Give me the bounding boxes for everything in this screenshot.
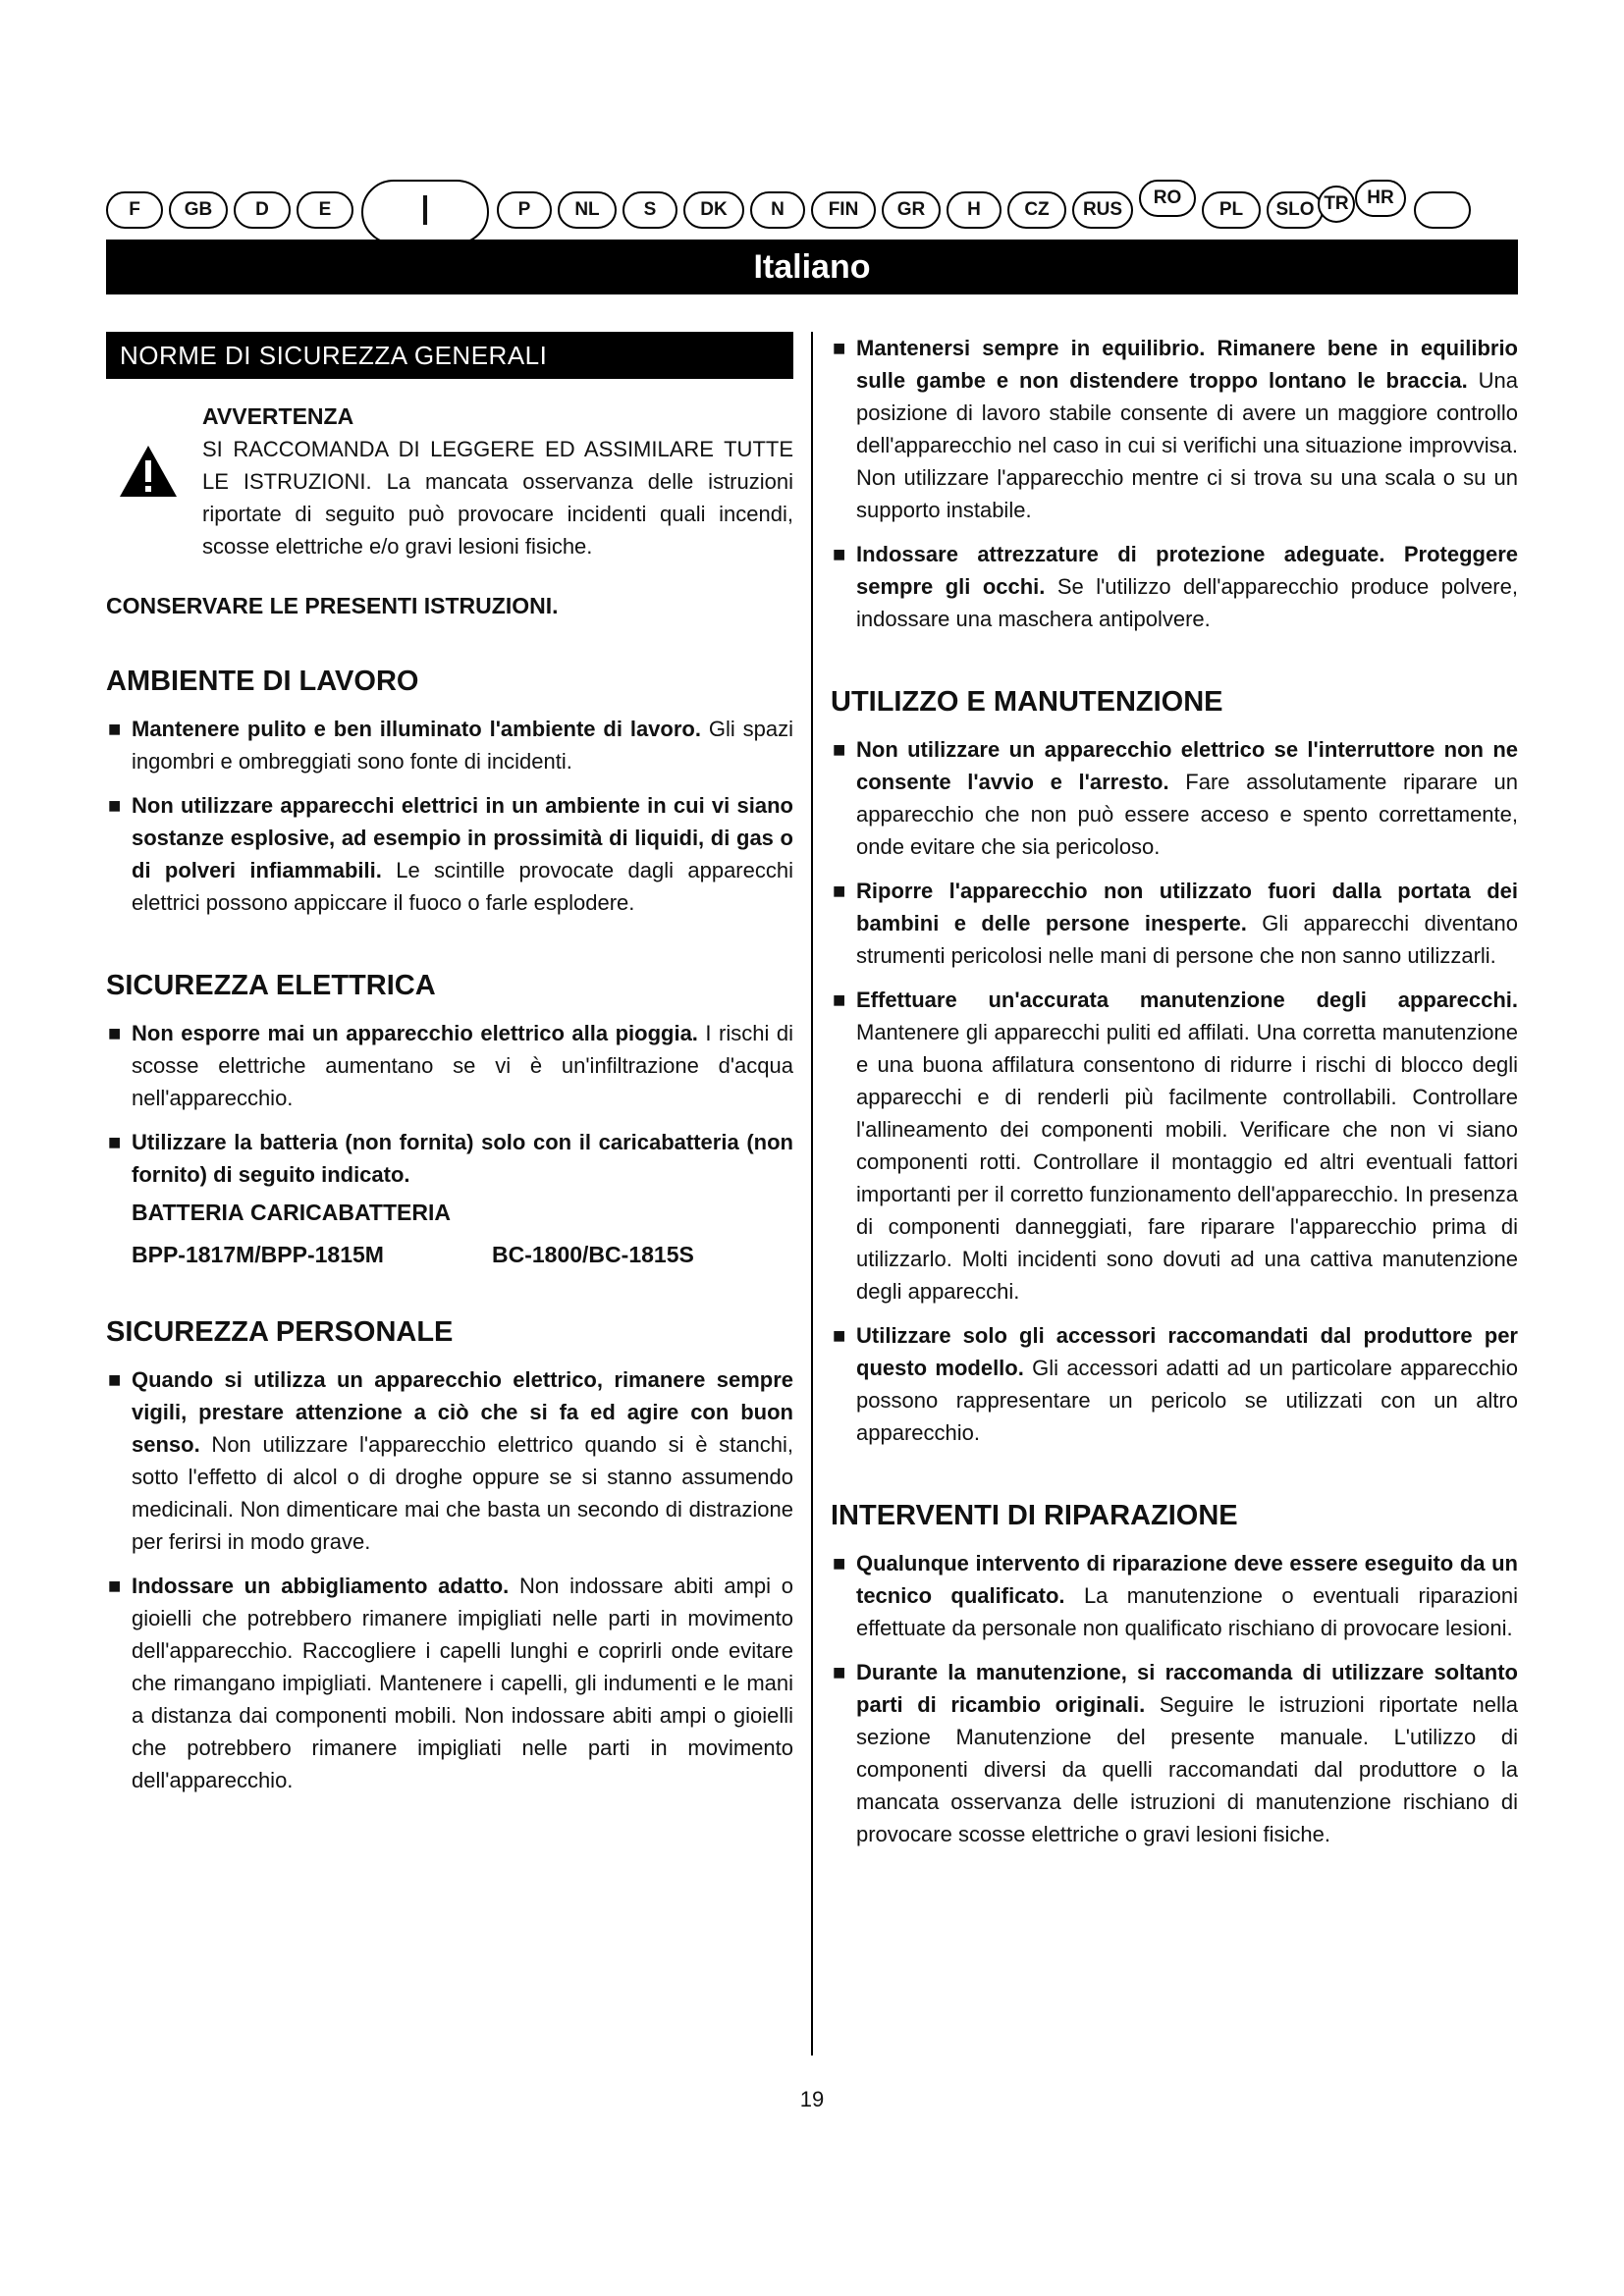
left-column	[106, 332, 793, 1808]
right-column	[831, 332, 1518, 1862]
list-item: ■ Riporre l'apparecchio non utilizzato fuori dalla portata dei bambini e delle persone inesperte. Gli apparecchi diventano strumenti pericolosi nelle mani di persone che non sanno utilizzarli.	[831, 875, 1518, 972]
bullet-icon: ■	[108, 1130, 122, 1154]
list-item: ■ Mantenere pulito e ben illuminato l'ambiente di lavoro. Gli spazi ingombri e ombreggiati sono fonte di incidenti.	[106, 713, 793, 777]
list-item: ■ Quando si utilizza un apparecchio elettrico, rimanere sempre vigili, prestare attenzione a ciò che si fa ed agire con buon senso. Non utilizzare l'apparecchio elettrico quando si è stanchi, sotto l'effetto di alcol o di droghe oppure se si stanno assumendo medicinali. Non dimenticare mai che basta un secondo di distrazione per ferirsi in modo grave.	[106, 1363, 793, 1558]
bullet-icon: ■	[833, 737, 846, 762]
conserve-instructions: CONSERVARE LE PRESENTI ISTRUZIONI.	[106, 593, 559, 618]
lang-tab-slo[interactable]: SLO	[1267, 191, 1324, 229]
bullet-icon: ■	[108, 1367, 122, 1392]
lang-tab-dk[interactable]: DK	[683, 191, 744, 229]
list-item: ■ Indossare attrezzature di protezione adeguate. Proteggere sempre gli occhi. Se l'utilizzo dell'apparecchio produce polvere, indossare una maschera antipolvere.	[831, 538, 1518, 635]
bullet-icon: ■	[108, 717, 122, 741]
section-heading-interventi: INTERVENTI DI RIPARAZIONE	[831, 1500, 1238, 1531]
lang-tab-pl[interactable]: PL	[1202, 191, 1261, 229]
lang-tab-gb[interactable]: GB	[169, 191, 228, 229]
bullet-icon: ■	[833, 542, 846, 566]
page-title: Italiano	[106, 240, 1518, 294]
lang-tab-s[interactable]: S	[623, 191, 677, 229]
bullet-icon: ■	[108, 793, 122, 818]
charger-model: BC-1800/BC-1815S	[492, 1242, 694, 1267]
lang-tab-fin[interactable]: FIN	[811, 191, 876, 229]
list-item: ■ Non utilizzare un apparecchio elettrico se l'interruttore non ne consente l'avvio e l'arresto. Fare assolutamente riparare un apparecchio che non può essere acceso e spento correttamente, onde evitare che sia pericoloso.	[831, 733, 1518, 863]
warning-text: SI RACCOMANDA DI LEGGERE ED ASSIMILARE TUTTE LE ISTRUZIONI. La mancata osservanza delle istruzioni riportate di seguito può provocare incidenti quali incendi, scosse elettriche e/o gravi lesioni fisiche.	[202, 437, 793, 559]
warning-triangle-icon	[118, 444, 179, 499]
list-item: ■ Qualunque intervento di riparazione deve essere eseguito da un tecnico qualificato. La manutenzione o eventuali riparazioni effettuate da personale non qualificato rischiano di provocare lesioni.	[831, 1547, 1518, 1644]
language-tabs	[106, 180, 1549, 246]
lang-tab-hr[interactable]: HR	[1355, 180, 1406, 217]
bullet-icon: ■	[833, 988, 846, 1012]
bullet-icon: ■	[833, 1660, 846, 1684]
list-item: ■ Utilizzare solo gli accessori raccomandati dal produttore per questo modello. Gli accessori adatti ad un particolare apparecchio possono rappresentare un pericolo se utilizzati con un altro apparecchio.	[831, 1319, 1518, 1449]
lang-tab-rus[interactable]: RUS	[1072, 191, 1133, 229]
lang-tab-empty[interactable]	[1414, 191, 1471, 229]
list-item: ■ Mantenersi sempre in equilibrio. Rimanere bene in equilibrio sulle gambe e non distendere troppo lontano le braccia. Una posizione di lavoro stabile consente di avere un maggiore controllo dell'apparecchio nel caso in cui si verifichi una situazione improvvisa. Non utilizzare l'apparecchio mentre ci si trova su una scala o su un supporto instabile.	[831, 332, 1518, 526]
bullet-icon: ■	[833, 336, 846, 360]
warning-block	[106, 400, 793, 562]
section-heading-utilizzo: UTILIZZO E MANUTENZIONE	[831, 686, 1223, 718]
battery-header: BATTERIA	[132, 1200, 244, 1225]
bullet-icon: ■	[833, 879, 846, 903]
lang-tab-f[interactable]: F	[106, 191, 163, 229]
lang-tab-i-active[interactable]: I	[361, 180, 489, 244]
section-heading-ambiente: AMBIENTE DI LAVORO	[106, 666, 419, 697]
lang-tab-n[interactable]: N	[750, 191, 805, 229]
lang-tab-tr[interactable]: TR	[1318, 186, 1355, 223]
list-item: ■ Non utilizzare apparecchi elettrici in un ambiente in cui vi siano sostanze esplosive, ad esempio in prossimità di liquidi, di gas o di polveri infiammabili. Le scintille provocate dagli apparecchi elettrici possono appiccare il fuoco o farle esplodere.	[106, 789, 793, 919]
lang-tab-h[interactable]: H	[947, 191, 1001, 229]
lang-tab-d[interactable]: D	[234, 191, 291, 229]
bullet-icon: ■	[833, 1323, 846, 1348]
battery-table-header	[106, 1197, 793, 1229]
charger-header: CARICABATTERIA	[249, 1200, 451, 1225]
list-item: ■ Durante la manutenzione, si raccomanda di utilizzare soltanto parti di ricambio originali. Seguire le istruzioni riportate nella sezione Manutenzione del presente manuale. L'utilizzo di componenti diversi da quelli raccomandati dal produttore o la mancata osservanza delle istruzioni di manutenzione rischiano di provocare scosse elettriche o gravi lesioni fisiche.	[831, 1656, 1518, 1850]
general-safety-heading: NORME DI SICUREZZA GENERALI	[106, 332, 793, 379]
bullet-icon: ■	[833, 1551, 846, 1575]
lang-tab-ro[interactable]: RO	[1139, 180, 1196, 217]
page-number: 19	[799, 2087, 825, 2111]
column-divider	[811, 332, 813, 2056]
lang-tab-nl[interactable]: NL	[558, 191, 617, 229]
list-item: ■ Utilizzare la batteria (non fornita) solo con il caricabatteria (non fornito) di seguito indicato.	[106, 1126, 793, 1191]
section-heading-personale: SICUREZZA PERSONALE	[106, 1316, 454, 1348]
list-item: ■ Non esporre mai un apparecchio elettrico alla pioggia. I rischi di scosse elettriche aumentano se vi è un'infiltrazione d'acqua nell'apparecchio.	[106, 1017, 793, 1114]
warning-title: AVVERTENZA	[202, 403, 354, 429]
lang-tab-p[interactable]: P	[497, 191, 552, 229]
battery-model: BPP-1817M/BPP-1815M	[132, 1242, 384, 1267]
lang-tab-e[interactable]: E	[297, 191, 353, 229]
list-item: ■ Indossare un abbigliamento adatto. Non indossare abiti ampi o gioielli che potrebbero rimanere impigliati nelle parti in movimento dell'apparecchio. Raccogliere i capelli lunghi e coprirli onde evitare che rimangano impigliati. Mantenere i capelli, gli indumenti e le mani a distanza dai componenti mobili. Non indossare abiti ampi o gioielli che potrebbero rimanere impigliati nelle parti in movimento dell'apparecchio.	[106, 1570, 793, 1796]
bullet-icon: ■	[108, 1021, 122, 1045]
list-item: ■ Effettuare un'accurata manutenzione degli apparecchi. Mantenere gli apparecchi puliti ed affilati. Una corretta manutenzione e una buona affilatura consentono di ridurre i rischi di blocco degli apparecchi e di renderli più facilmente controllabili. Controllare l'allineamento dei componenti mobili. Verificare che non vi siano componenti rotti. Controllare il montaggio ed altri eventuali fattori importanti per il corretto funzionamento dell'apparecchio. In presenza di componenti danneggiati, fare riparare l'apparecchio prima di utilizzarlo. Molti incidenti sono dovuti ad una cattiva manutenzione degli apparecchi.	[831, 984, 1518, 1308]
battery-table-row	[106, 1239, 793, 1271]
lang-tab-gr[interactable]: GR	[882, 191, 941, 229]
bullet-icon: ■	[108, 1574, 122, 1598]
section-heading-elettrica: SICUREZZA ELETTRICA	[106, 970, 436, 1001]
lang-tab-cz[interactable]: CZ	[1007, 191, 1066, 229]
